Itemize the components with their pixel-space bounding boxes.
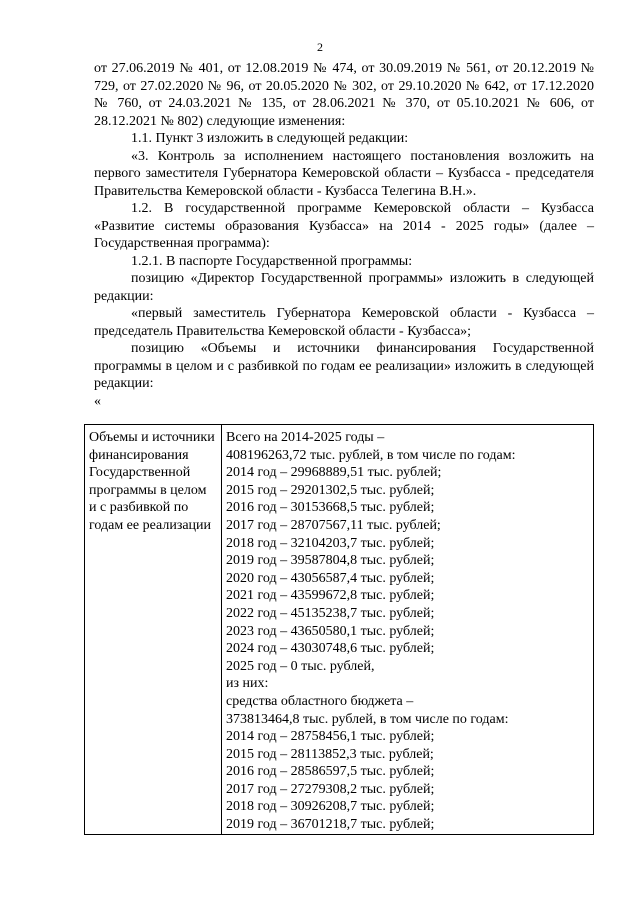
financing-line: 2022 год – 45135238,7 тыс. рублей;	[226, 605, 435, 621]
financing-line: 2014 год – 28758456,1 тыс. рублей;	[226, 729, 435, 745]
financing-line: 408196263,72 тыс. рублей, в том числе по годам:	[226, 447, 516, 463]
item-1-2-1: 1.2.1. В паспорте Государственной программы:	[131, 253, 413, 269]
document-body	[94, 60, 594, 410]
financing-line: 2018 год – 30926208,7 тыс. рублей;	[226, 799, 435, 815]
financing-line: из них:	[226, 676, 269, 692]
financing-label-cell	[85, 425, 222, 835]
financing-line: 2015 год – 29201302,5 тыс. рублей;	[226, 482, 435, 498]
financing-line: 2020 год – 43056587,4 тыс. рублей;	[226, 570, 435, 586]
financing-line: 2023 год – 43650580,1 тыс. рублей;	[226, 623, 435, 639]
position-director-paragraph: позицию «Директор Государственной программы» изложить в следующей редакции:	[94, 271, 594, 304]
amendments-list-paragraph: от 27.06.2019 № 401, от 12.08.2019 № 474, от 30.09.2019 № 561, от 20.12.2019 № 729, от 27.02.2020 № 96, от 20.05.2020 № 302, от 29.10.2020 № 642, от 17.12.2020 № 760, от 24.03.2021 № 135, от 28.06.2021 № 370, от 05.10.2021 № 606, от 28.12.2021 № 802) следующие изменения:	[94, 61, 594, 129]
financing-table	[84, 424, 594, 835]
financing-values-list	[226, 429, 589, 834]
financing-line: 2017 год – 27279308,2 тыс. рублей;	[226, 781, 435, 797]
item-1-1: 1.1. Пункт 3 изложить в следующей редакции:	[131, 131, 409, 146]
director-value-paragraph: «первый заместитель Губернатора Кемеровской области - Кузбасса – председатель Правительства Кемеровской области - Кузбасса»;	[94, 306, 594, 339]
item-1-1-quote: «3. Контроль за исполнением настоящего постановления возложить на первого заместителя Губернатора Кемеровской области – Кузбасса - председателя Правительства Кемеровской области - Кузбасса Телегина В.Н.».	[94, 148, 594, 199]
financing-values-cell	[222, 425, 594, 835]
financing-line: 2024 год – 43030748,6 тыс. рублей;	[226, 641, 435, 657]
financing-line: 2021 год – 43599672,8 тыс. рублей;	[226, 588, 435, 604]
table-row	[85, 425, 594, 835]
financing-line: 2019 год – 39587804,8 тыс. рублей;	[226, 553, 435, 569]
item-1-2: 1.2. В государственной программе Кемеровской области – Кузбасса «Развитие системы образования Кузбасса» на 2014 - 2025 годы» (далее – Государственная программа):	[94, 201, 594, 251]
financing-line: 2016 год – 30153668,5 тыс. рублей;	[226, 500, 435, 516]
financing-line: 2016 год – 28586597,5 тыс. рублей;	[226, 764, 435, 780]
financing-line: 2015 год – 28113852,3 тыс. рублей;	[226, 746, 434, 762]
financing-label: Объемы и источники финансирования Государственной программы в целом и с разбивкой по годам ее реализации	[89, 430, 215, 533]
page-number: 2	[317, 40, 323, 54]
financing-line: 2017 год – 28707567,11 тыс. рублей;	[226, 517, 441, 533]
financing-line: 373813464,8 тыс. рублей, в том числе по годам:	[226, 711, 509, 727]
financing-line: Всего на 2014-2025 годы –	[226, 430, 385, 445]
financing-line: 2025 год – 0 тыс. рублей,	[226, 658, 375, 674]
financing-line: 2018 год – 32104203,7 тыс. рублей;	[226, 535, 435, 551]
position-volumes-paragraph: позицию «Объемы и источники финансирования Государственной программы в целом и с разбивкой по годам ее реализации» изложить в следующей редакции:	[94, 341, 594, 391]
opening-quote-mark: «	[94, 393, 101, 409]
financing-line: средства областного бюджета –	[226, 693, 414, 709]
financing-line: 2019 год – 36701218,7 тыс. рублей;	[226, 817, 435, 833]
financing-line: 2014 год – 29968889,51 тыс. рублей;	[226, 465, 442, 481]
